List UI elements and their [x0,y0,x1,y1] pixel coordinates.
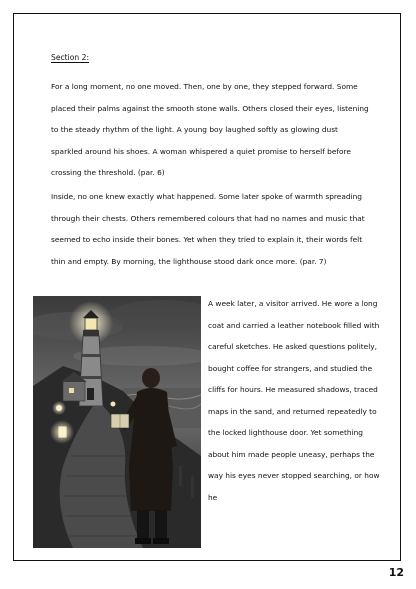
paragraph-continued: A week later, a visitor arrived. He wore a long coat and carried a leather notebook filled with careful sketches. He asked questions politely, bought coffee for strangers, and studied the cliffs for hours. He measured shadows, traced maps in the sand, and returned repeatedly to the locked lighthouse door. Yet something about him made people uneasy, perhaps the way his eyes never stopped searching, or how he [208,299,380,502]
paragraph-6: For a long moment, no one moved. Then, one by one, they stepped forward. Some placed their palms against the smooth stone walls. Others closed their eyes, listening to the steady rhythm of the light. A young boy laughed softly as glowing dust sparkled around his shoes. A woman whispered a quiet promise to herself before crossing the threshold. (par. 6) [51,82,369,177]
section-heading: Section 2: [51,53,90,62]
lighthouse-illustration [33,296,201,548]
paragraph-7: Inside, no one knew exactly what happened. Some later spoke of warmth spreading through their chests. Others remembered colours that had no names and music that seemed to echo inside their bones. Yet when they tried to explain it, their words felt thin and empty. By morning, the lighthouse stood dark once more. (par. 7) [51,192,365,266]
page-number: 12 [388,566,404,579]
